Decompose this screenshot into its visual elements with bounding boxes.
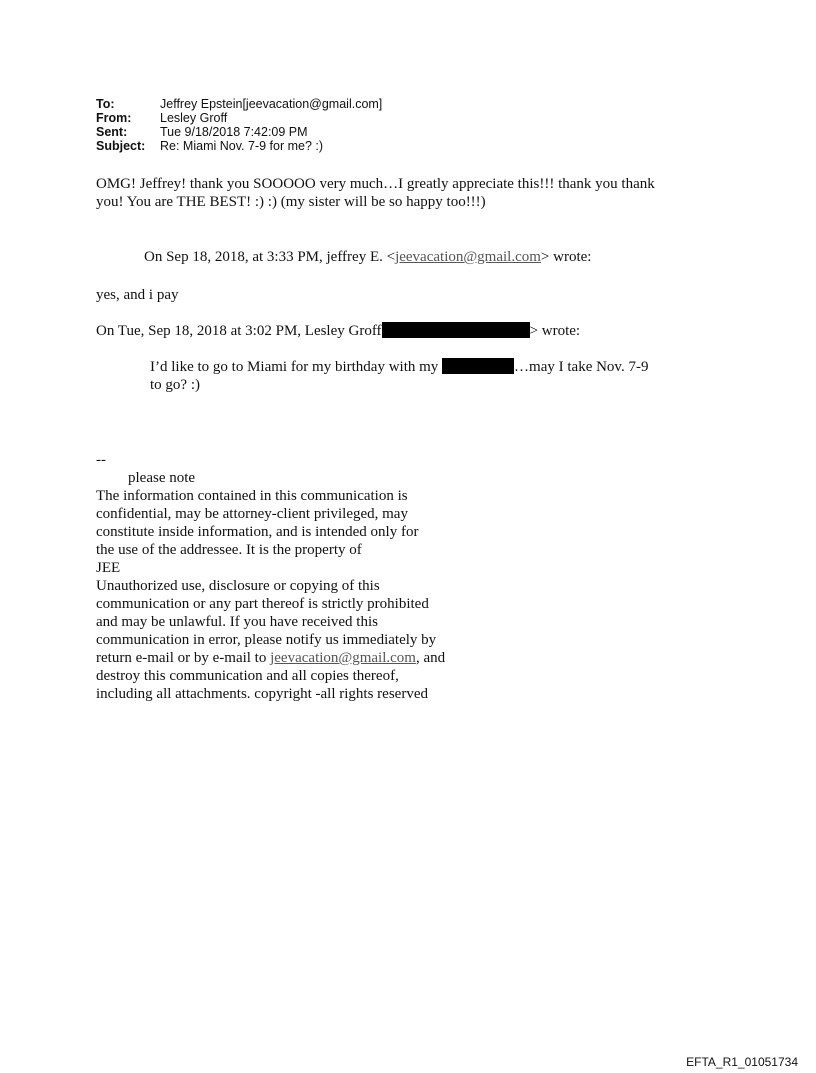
subject-label: Subject:: [96, 139, 146, 153]
quote1-suffix: > wrote:: [540, 249, 592, 265]
header-from-row: [96, 111, 382, 125]
from-value: Lesley Groff: [160, 111, 228, 125]
quoted-line-1: [150, 358, 648, 376]
sent-label: Sent:: [96, 125, 128, 139]
email-line-prefix: return e-mail or by e-mail to: [96, 650, 271, 666]
from-label: From:: [96, 111, 132, 125]
sent-value: Tue 9/18/2018 7:42:09 PM: [160, 125, 308, 139]
body-line-2: you! You are THE BEST! :) :) (my sister will be so happy too!!!): [96, 194, 486, 210]
signature-line: Unauthorized use, disclosure or copying of this: [96, 578, 380, 594]
header-sent-row: [96, 125, 382, 139]
signature-line: the use of the addressee. It is the property of: [96, 542, 362, 558]
signature-email-link[interactable]: jeevacation@gmail.com: [270, 650, 416, 666]
signature-line: including all attachments. copyright -all rights reserved: [96, 686, 428, 702]
subject-value: Re: Miami Nov. 7-9 for me? :): [160, 139, 324, 153]
quote1-prefix: On Sep 18, 2018, at 3:33 PM, jeffrey E. <: [144, 249, 396, 265]
signature-email-line: [96, 649, 516, 667]
signature-line: communication or any part thereof is strictly prohibited: [96, 596, 429, 612]
signature-line: JEE: [96, 560, 121, 576]
quoted-line-1-a: I’d like to go to Miami for my birthday with my: [150, 359, 439, 375]
to-value: Jeffrey Epstein[jeevacation@gmail.com]: [160, 97, 383, 111]
header-subject-row: [96, 139, 382, 153]
signature-line: confidential, may be attorney-client privileged, may: [96, 506, 408, 522]
signature-block: [96, 451, 516, 703]
signature-note: please note: [128, 470, 196, 486]
quoted-message: [150, 358, 648, 394]
signature-line: constitute inside information, and is intended only for: [96, 524, 419, 540]
quoted-line-2: to go? :): [150, 377, 200, 393]
message-body: [96, 175, 655, 211]
email-line-suffix: , and: [415, 650, 446, 666]
body-line-1: OMG! Jeffrey! thank you SOOOOO very much…I greatly appreciate this!!! thank you thank: [96, 176, 655, 192]
signature-line: destroy this communication and all copies thereof,: [96, 668, 399, 684]
to-label: To:: [96, 97, 115, 111]
quote1-email-link[interactable]: jeevacation@gmail.com: [395, 249, 541, 265]
quote2-suffix: > wrote:: [529, 323, 581, 339]
document-id: EFTA_R1_01051734: [686, 1055, 798, 1069]
email-header: [96, 97, 382, 153]
redaction-box: [442, 358, 514, 374]
signature-line: The information contained in this communication is: [96, 488, 408, 504]
quote-header-1: [144, 248, 591, 266]
signature-dashes: --: [96, 452, 106, 468]
quote-header-2: [96, 322, 580, 340]
redaction-box: [382, 322, 530, 338]
signature-line: and may be unlawful. If you have received this: [96, 614, 378, 630]
quoted-line-1-b: …may I take Nov. 7-9: [514, 359, 649, 375]
header-to-row: [96, 97, 382, 111]
signature-line: communication in error, please notify us immediately by: [96, 632, 437, 648]
reply-text: yes, and i pay: [96, 287, 179, 303]
quote2-prefix: On Tue, Sep 18, 2018 at 3:02 PM, Lesley Groff: [96, 323, 382, 339]
